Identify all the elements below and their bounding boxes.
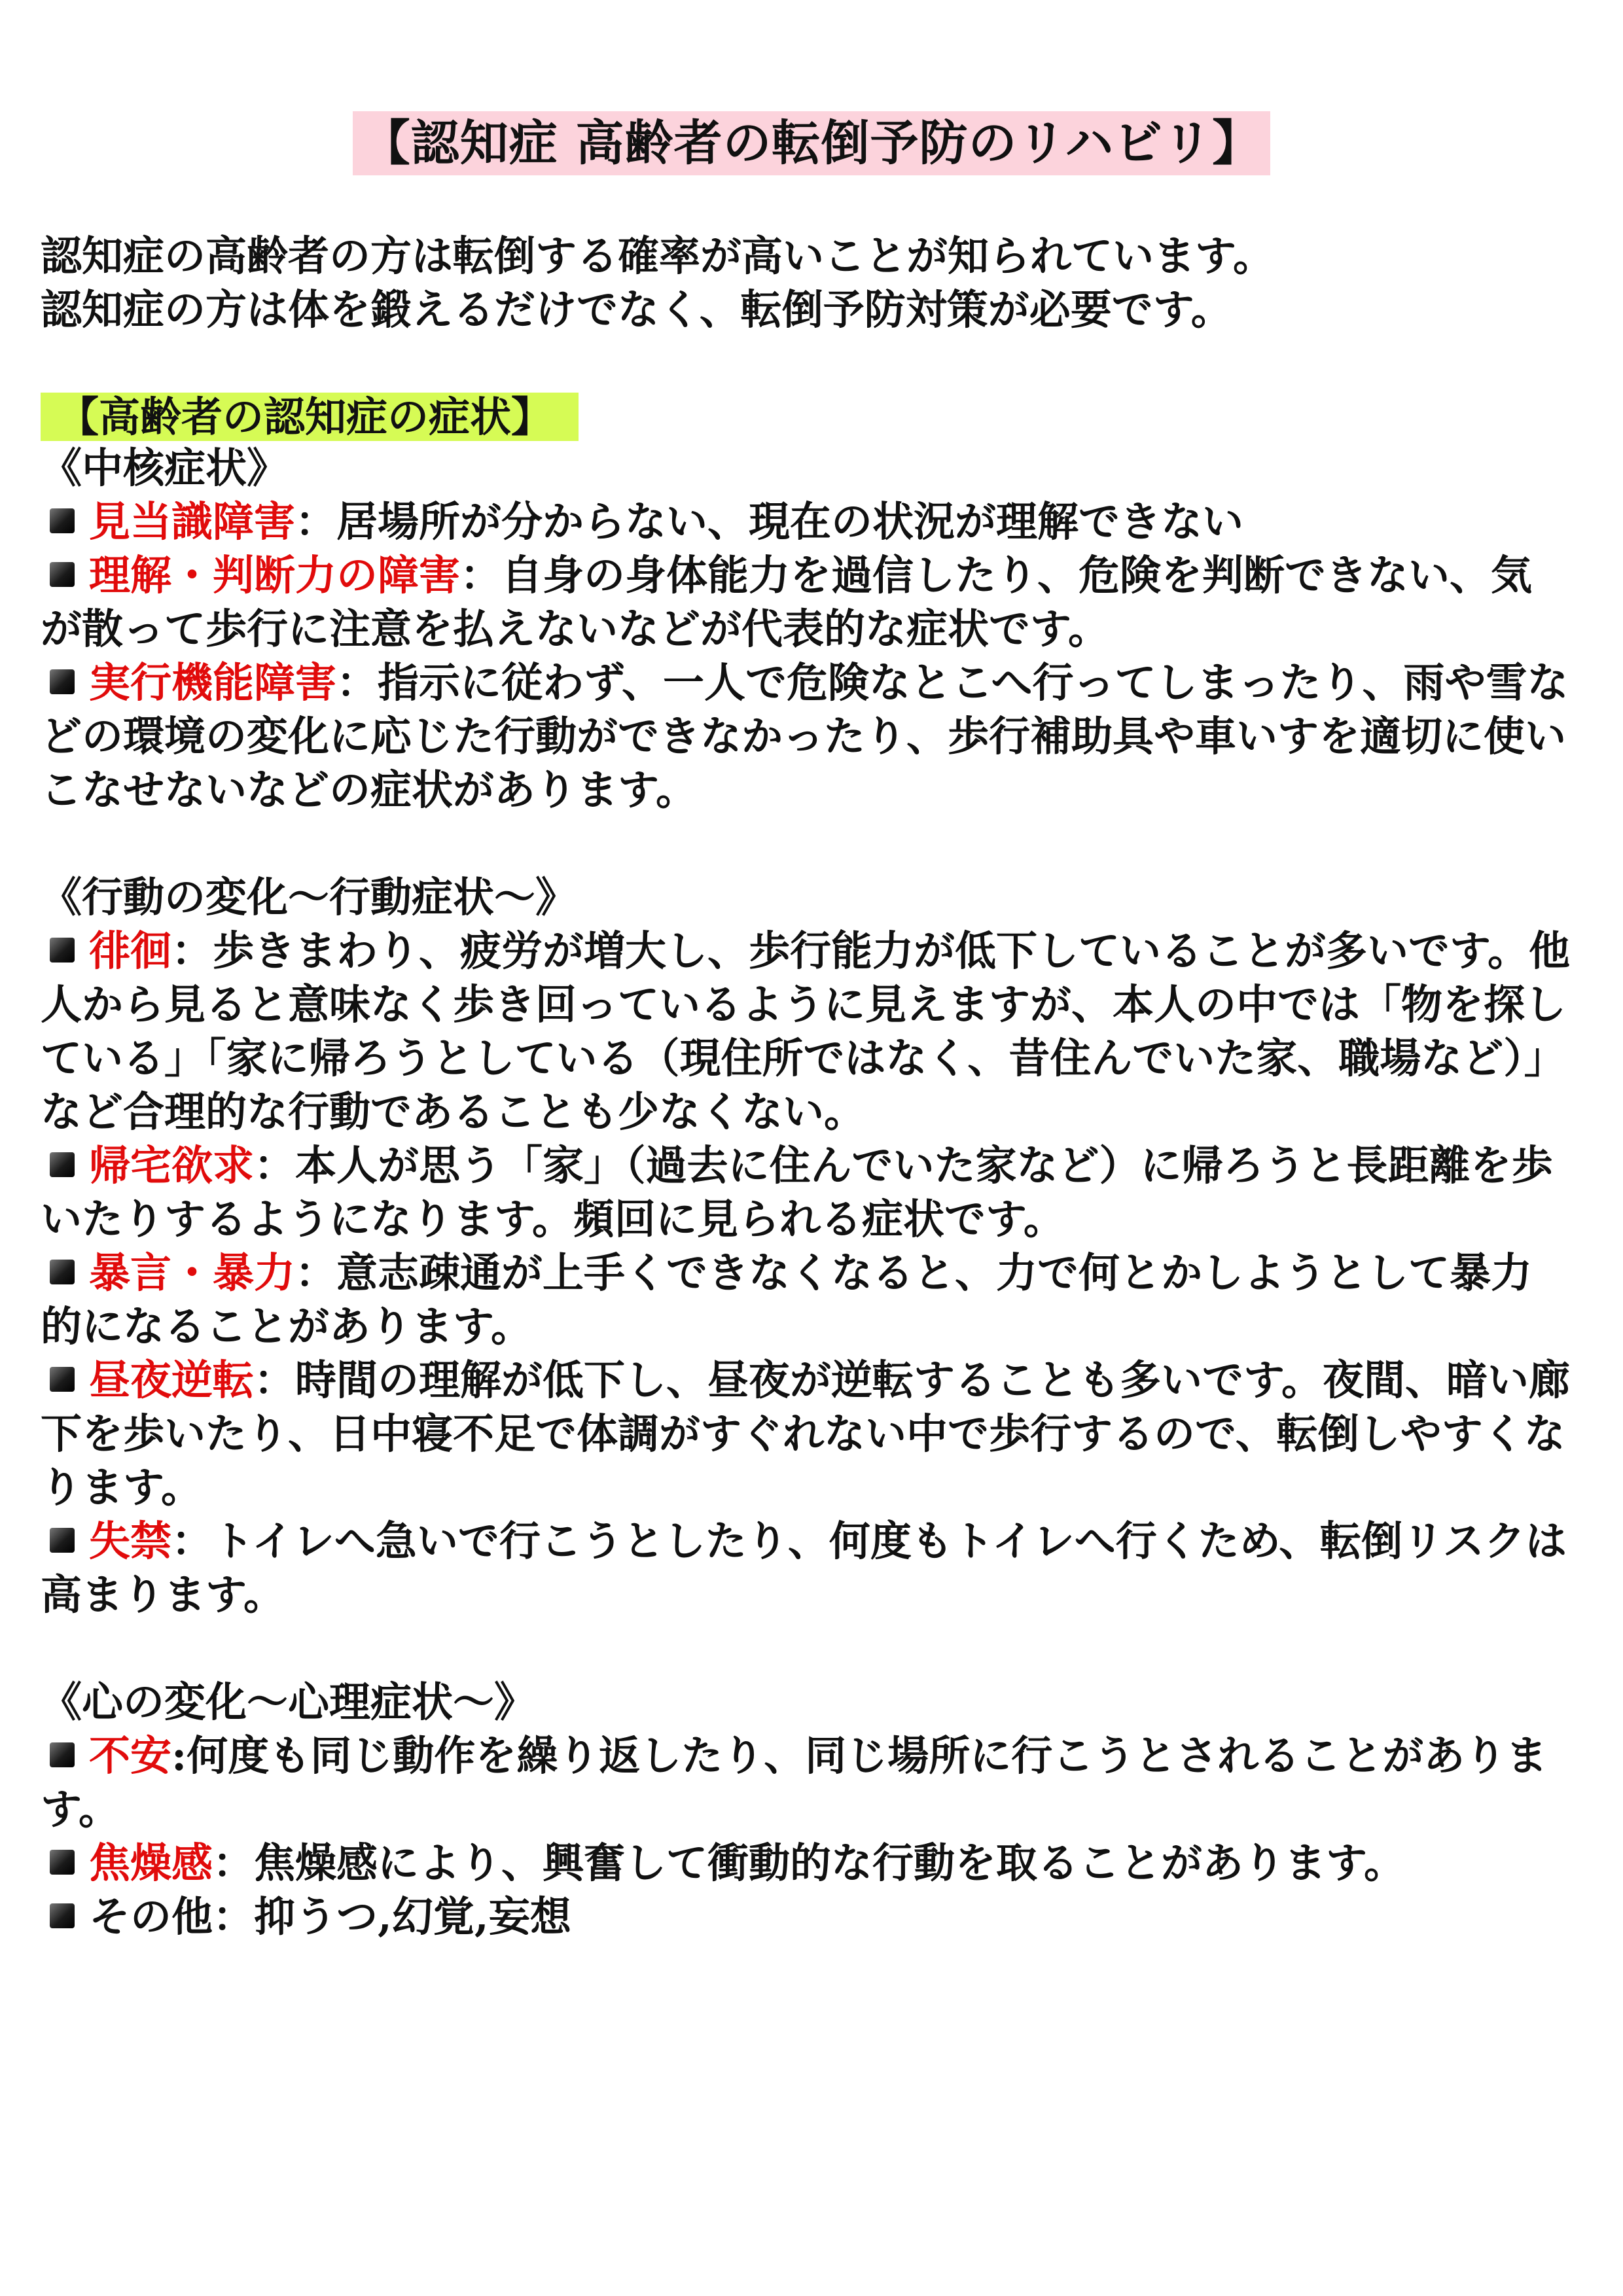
symptom-term: 不安 — [89, 1731, 171, 1780]
symptom-term: 理解・判断力の障害 — [89, 551, 460, 599]
symptom-description: 居場所が分からない、現在の状況が理解できない — [336, 497, 1243, 546]
symptom-description: 焦燥感により、興奮して衝動的な行動を取ることがあります。 — [254, 1839, 1405, 1887]
symptom-item — [41, 1139, 1572, 1246]
symptom-item — [41, 548, 1572, 656]
group-title: 《行動の変化～行動症状～》 — [41, 873, 577, 921]
symptom-group-core — [41, 441, 1572, 817]
symptom-group-behavioral — [41, 870, 1572, 1621]
group-title: 《中核症状》 — [41, 444, 288, 492]
black-square-icon — [50, 1850, 75, 1875]
term-separator: ： — [171, 1517, 213, 1565]
title-wrapper — [0, 111, 1623, 175]
term-separator: ： — [213, 1892, 254, 1941]
spacer — [41, 817, 1572, 870]
symptom-term: 徘徊 — [89, 927, 171, 975]
black-square-icon — [50, 669, 75, 694]
symptom-term: 昼夜逆転 — [89, 1356, 254, 1404]
symptom-item — [41, 1890, 1572, 1943]
term-separator: ： — [295, 1248, 336, 1297]
symptom-group-psychological — [41, 1675, 1572, 1943]
black-square-icon — [50, 508, 75, 533]
term-separator: ： — [213, 1839, 254, 1887]
term-separator: ： — [295, 497, 336, 546]
symptom-description: 意志疎通が上手くできなくなると、力で何とかしようとして暴力的になることがあります。 — [41, 1248, 1532, 1351]
black-square-icon — [50, 1152, 75, 1177]
document-title: 【認知症 高齢者の転倒予防のリハビリ】 — [353, 111, 1271, 175]
black-square-icon — [50, 938, 75, 963]
symptom-term: 焦燥感 — [89, 1839, 213, 1887]
symptom-term: 帰宅欲求 — [89, 1141, 254, 1190]
term-separator: : — [171, 1731, 187, 1780]
intro-line: 認知症の高齢者の方は転倒する確率が高いことが知られています。 — [41, 232, 1274, 280]
symptom-item — [41, 1514, 1572, 1621]
section-heading: 【高齢者の認知症の症状】 — [41, 393, 579, 441]
intro-paragraph — [41, 229, 1572, 336]
symptom-term: 失禁 — [89, 1517, 171, 1565]
black-square-icon — [50, 1367, 75, 1392]
symptom-description: 何度も同じ動作を繰り返したり、同じ場所に行こうとされることがあります。 — [41, 1731, 1548, 1833]
symptom-description: 歩きまわり、疲労が増大し、歩行能力が低下していることが多いです。他人から見ると意味なく歩き回っているように見えますが、本人の中では「物を探している」「家に帰ろうとしている（現住所ではなく、昔住んでいた家、職場など）」など合理的な行動であることも少なくない。 — [41, 927, 1570, 1136]
symptom-description: 時間の理解が低下し、昼夜が逆転することも多いです。夜間、暗い廊下を歩いたり、日中寝不足で体調がすぐれない中で歩行するので、転倒しやすくなります。 — [41, 1356, 1570, 1511]
symptom-item — [41, 1353, 1572, 1514]
symptom-description: 指示に従わず、一人で危険なとこへ行ってしまったり、雨や雪などの環境の変化に応じた行動ができなかったり、歩行補助具や車いすを適切に使いこなせないなどの症状があります。 — [41, 658, 1569, 814]
black-square-icon — [50, 1260, 75, 1284]
symptom-term: 見当識障害 — [89, 497, 295, 546]
term-separator: ： — [254, 1356, 295, 1404]
spacer — [41, 1621, 1572, 1675]
symptom-description: トイレへ急いで行こうとしたり、何度もトイレへ行くため、転倒リスクは高まります。 — [41, 1517, 1567, 1619]
symptom-item — [41, 1246, 1572, 1353]
group-title: 《心の変化～心理症状～》 — [41, 1678, 535, 1726]
symptom-item — [41, 924, 1572, 1139]
document-page — [41, 111, 1572, 1943]
symptom-item — [41, 1836, 1572, 1890]
term-separator: ： — [336, 658, 378, 707]
intro-line: 認知症の方は体を鍛えるだけでなく、転倒予防対策が必要です。 — [41, 285, 1232, 334]
symptom-term: 実行機能障害 — [89, 658, 336, 707]
symptom-item — [41, 495, 1572, 548]
symptom-item — [41, 656, 1572, 817]
black-square-icon — [50, 1903, 75, 1928]
symptom-term: その他 — [89, 1892, 213, 1941]
term-separator: ： — [254, 1141, 295, 1190]
symptom-description: 自身の身体能力を過信したり、危険を判断できない、気が散って歩行に注意を払えないなどが代表的な症状です。 — [41, 551, 1532, 653]
black-square-icon — [50, 1528, 75, 1553]
term-separator: ： — [171, 927, 213, 975]
symptom-item — [41, 1729, 1572, 1836]
black-square-icon — [50, 562, 75, 587]
term-separator: ： — [460, 551, 501, 599]
symptom-description: 本人が思う「家」（過去に住んでいた家など）に帰ろうと長距離を歩いたりするようになります。頻回に見られる症状です。 — [41, 1141, 1553, 1243]
black-square-icon — [50, 1742, 75, 1767]
symptom-term: 暴言・暴力 — [89, 1248, 295, 1297]
symptom-description: 抑うつ,幻覚,妄想 — [254, 1892, 571, 1941]
